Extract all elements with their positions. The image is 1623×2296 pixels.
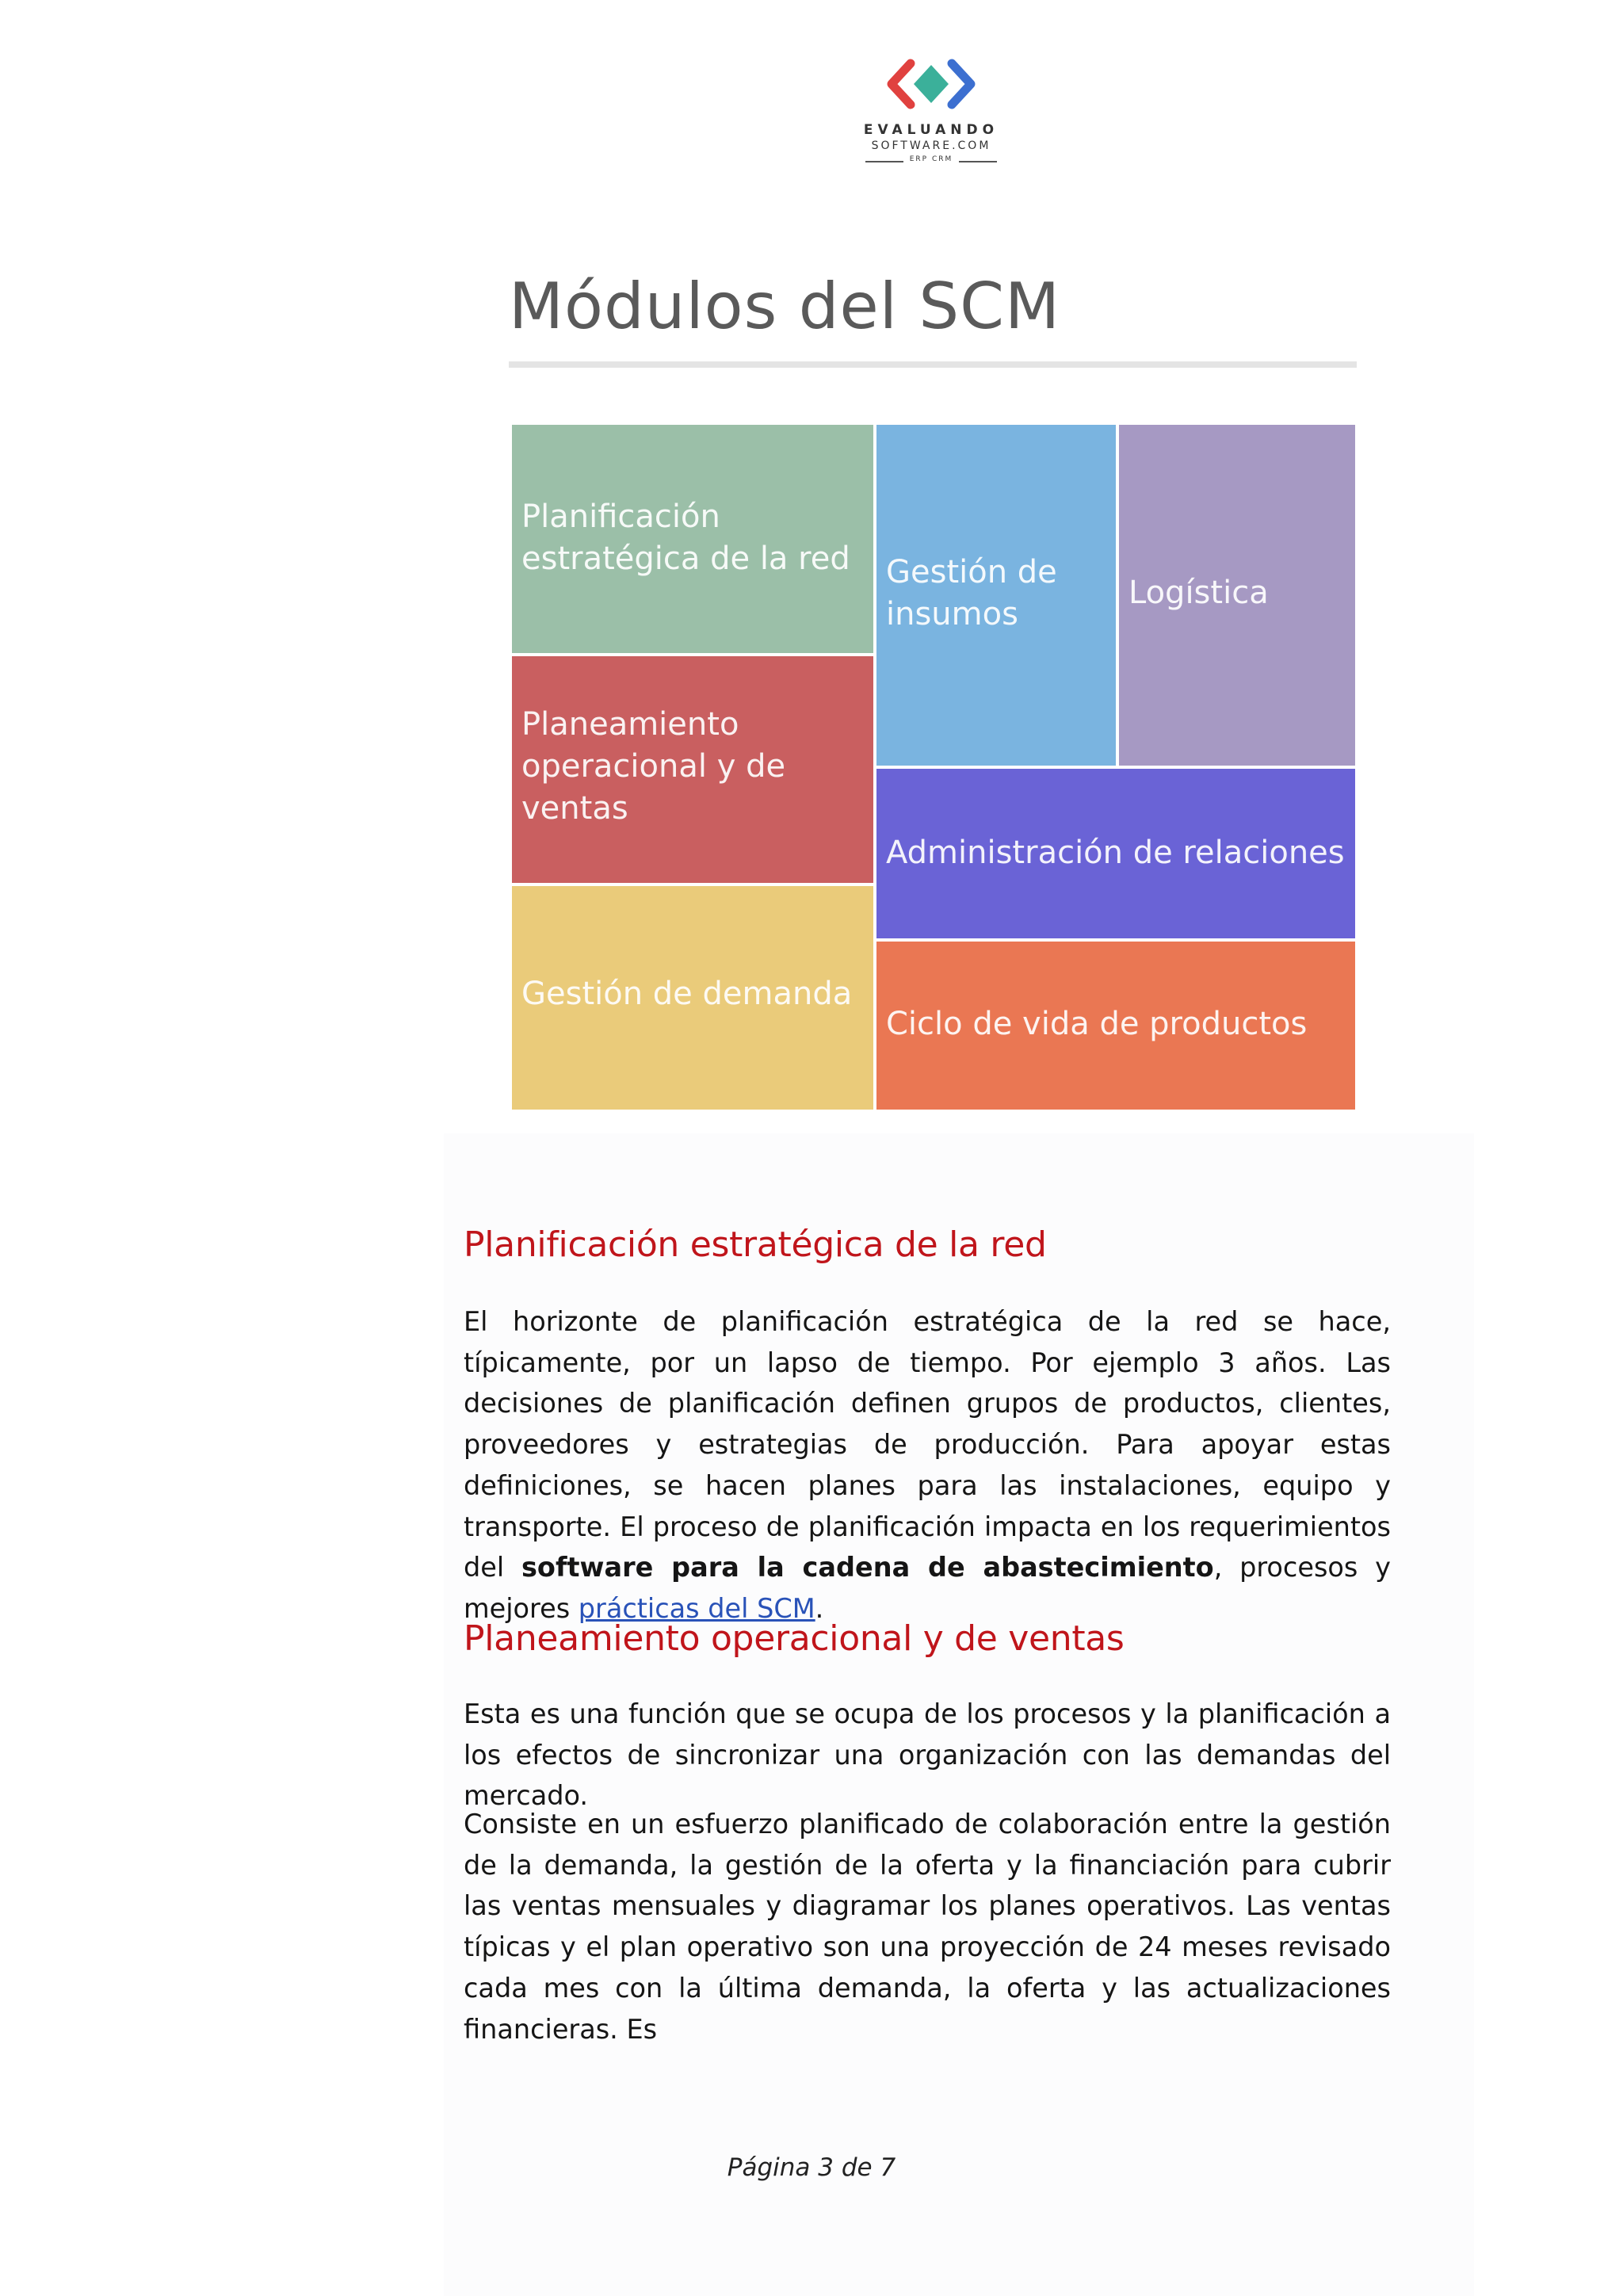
tile-planeamiento-operacional (510, 655, 875, 884)
bold-phrase: software para la cadena de abastecimiento (521, 1552, 1214, 1584)
tile-label: Ciclo de vida de productos (886, 1006, 1308, 1042)
paragraph-text: El horizonte de planificación estratégica de la red se hace, típicamente, por un lapso de tiempo. Por ejemplo 3 años. Las decisiones de planificación definen grupos de productos, clientes, proveedores y estrategias de producción. Para apoyar estas definiciones, se hacen planes para las instalaciones, equipo y transporte. El proceso de planificación impacta en los requerimientos del (464, 1306, 1391, 1584)
figure-title: Módulos del SCM (509, 269, 1061, 343)
link-practicas-scm[interactable]: prácticas del SCM (578, 1592, 815, 1624)
tile-label: Planificación estratégica de la red (521, 499, 850, 577)
evaluando-software-logo (856, 57, 1006, 176)
tile-label: Gestión de demanda (521, 976, 853, 1012)
paragraph-text: , procesos y mejores (464, 1552, 1391, 1624)
section-heading-planificacion: Planificación estratégica de la red (464, 1224, 1047, 1265)
tile-gestion-demanda (510, 884, 875, 1111)
tile-label: Planeamiento operacional y de ventas (521, 706, 786, 827)
logo-wordmark: EVALUANDO (863, 122, 999, 138)
scm-modules-treemap (510, 423, 1357, 1111)
section-heading-planeamiento: Planeamiento operacional y de ventas (464, 1618, 1125, 1659)
page-number: Página 3 de 7 (727, 2153, 896, 2182)
paragraph-planeamiento-2: Consiste en un esfuerzo planificado de colaboración entre la gestión de la demanda, la gestión de la oferta y la financiación para cubrir las ventas mensuales y diagramar los planes operativos. Las ventas típicas y el plan operativo son una proyección de 24 meses revisado cada mes con la última demanda, la oferta y las actualizaciones financieras. Es (464, 1809, 1391, 2045)
figure-title-rule (509, 361, 1357, 368)
logo-domain: SOFTWARE.COM (871, 139, 991, 152)
paragraph-planificacion (464, 1301, 1391, 1629)
tile-label: Administración de relaciones (886, 835, 1345, 871)
tile-gestion-insumos (875, 423, 1117, 767)
tile-logistica (1117, 423, 1357, 767)
logo-rule-right (959, 161, 997, 162)
logo-tagline: ERP CRM (909, 155, 953, 163)
tile-planificacion-estrategica (510, 423, 875, 655)
tile-ciclo-vida-productos (875, 940, 1357, 1111)
tile-label: Gestión de insumos (886, 554, 1057, 632)
logo-icon (876, 57, 987, 114)
paragraph-planeamiento-1: Esta es una función que se ocupa de los procesos y la planificación a los efectos de sincronizar una organización con las demandas del mercado. (464, 1698, 1391, 1812)
paragraph-text: . (815, 1592, 824, 1624)
tile-label: Logística (1128, 575, 1269, 611)
tile-administracion-relaciones (875, 767, 1357, 940)
